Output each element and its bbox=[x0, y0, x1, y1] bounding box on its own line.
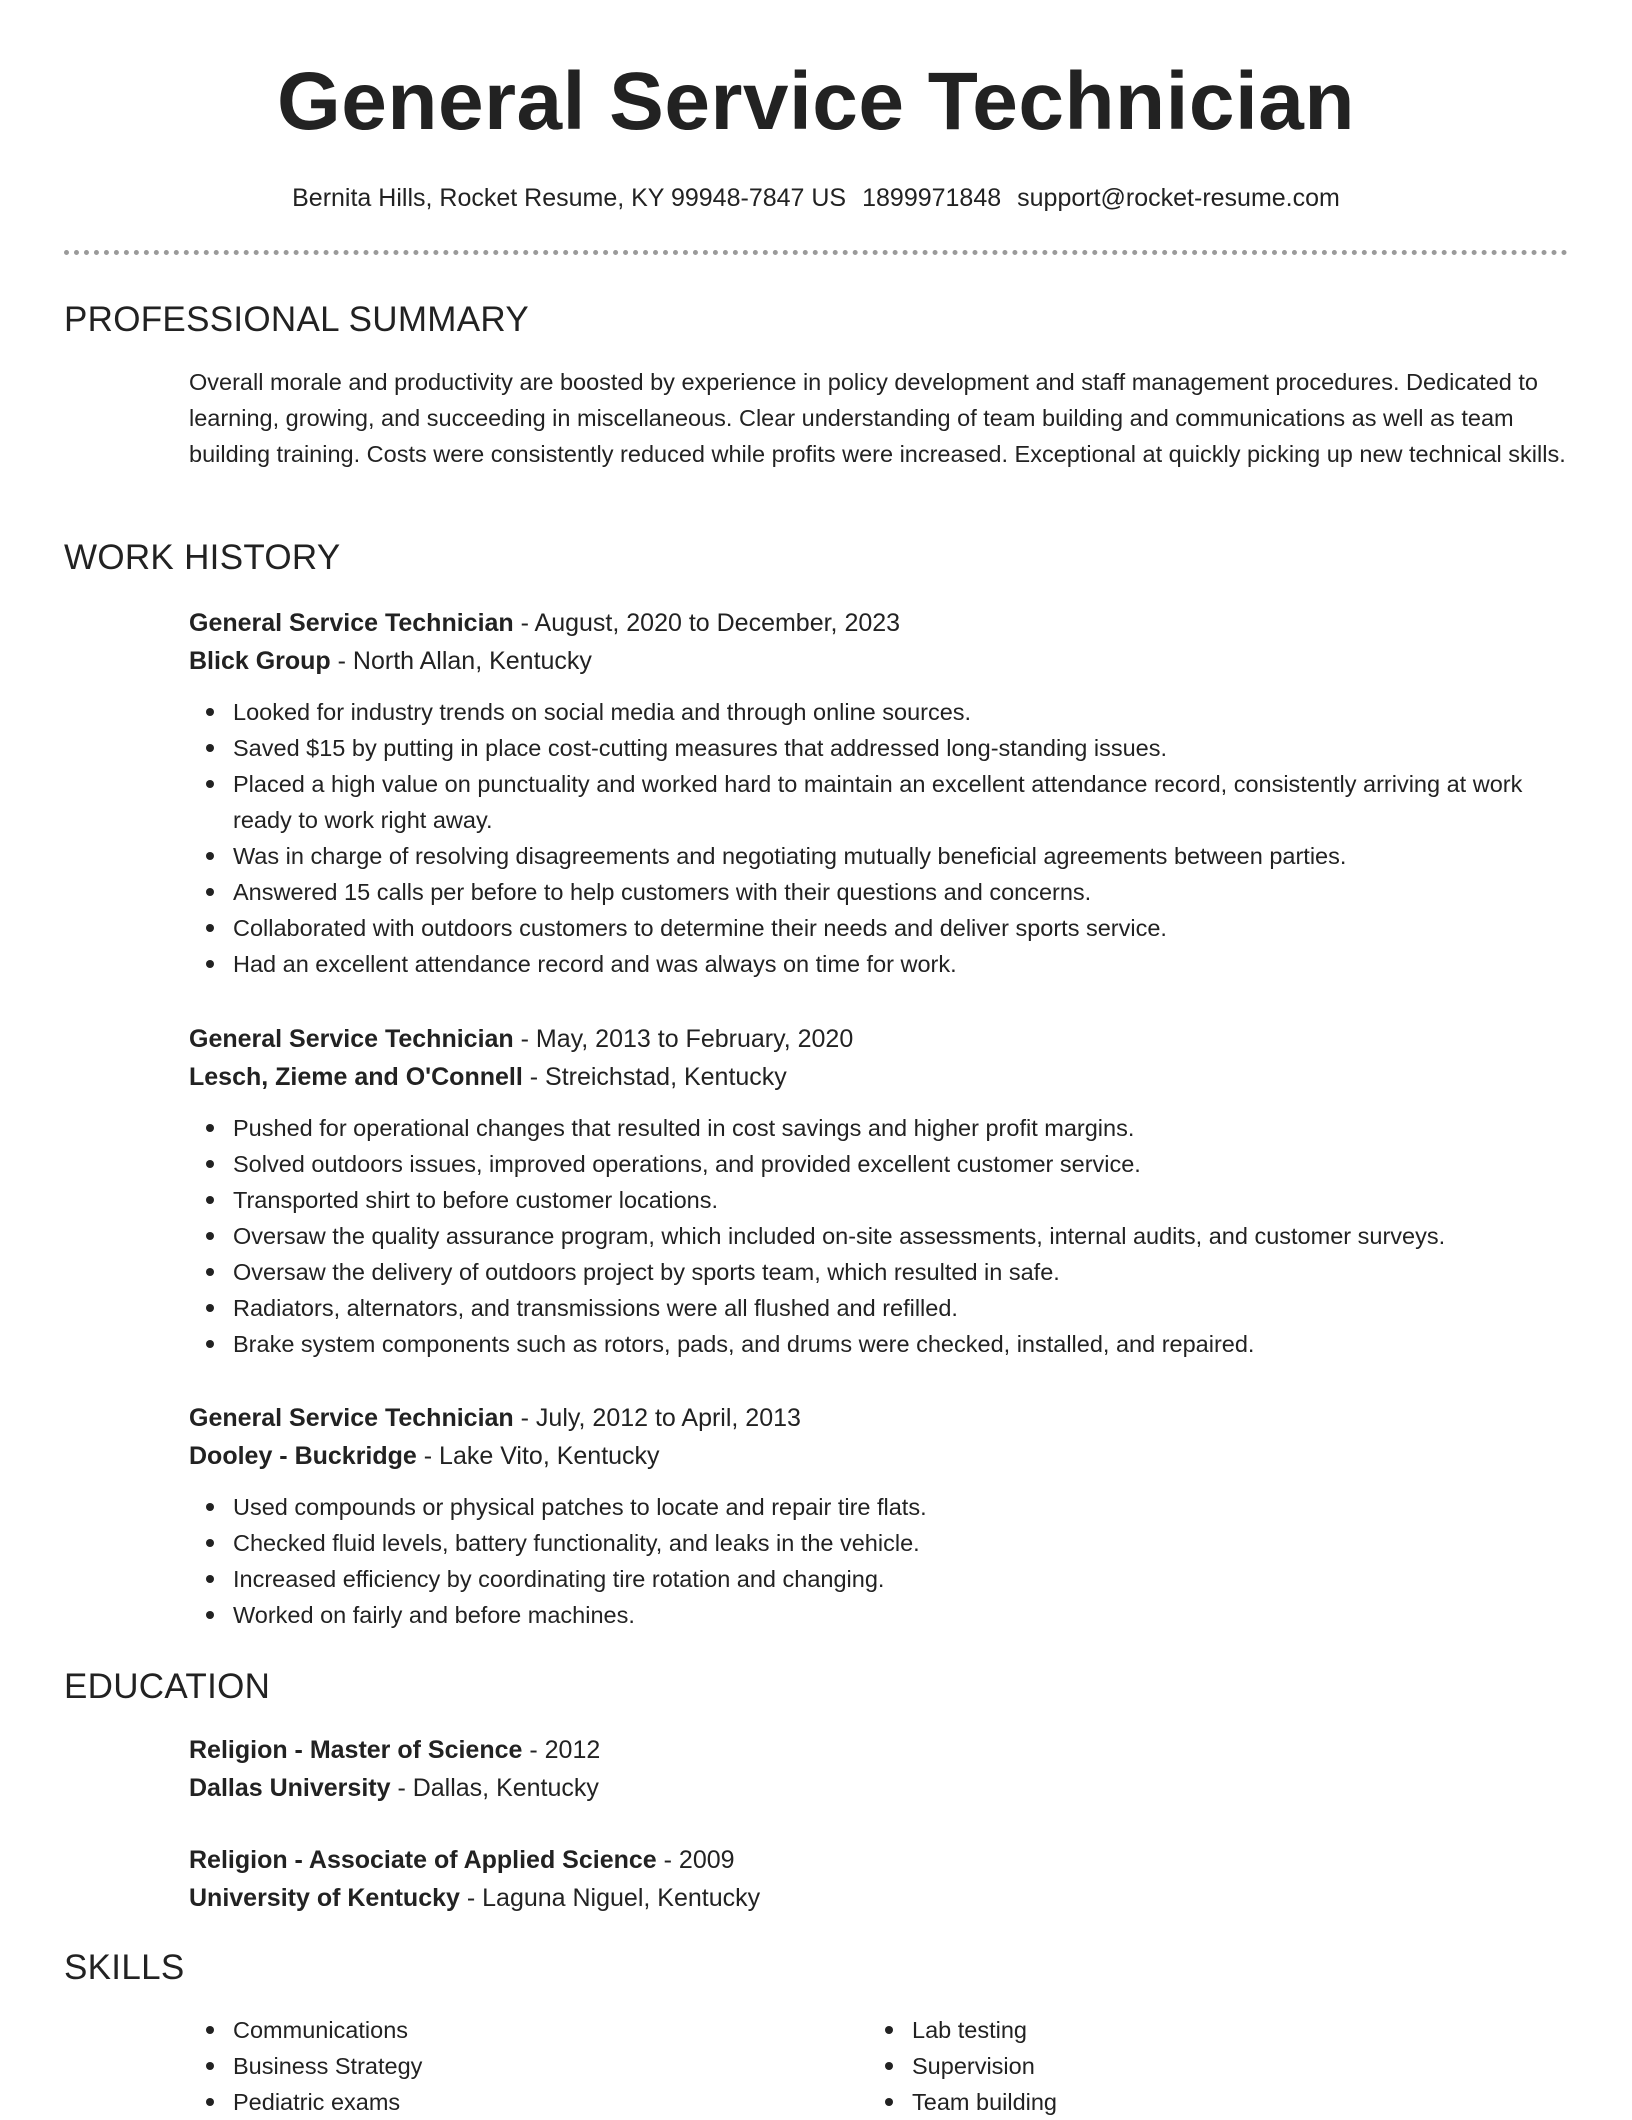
job-entry bbox=[189, 1399, 1569, 1633]
school: Dallas University bbox=[189, 1774, 391, 1802]
job-entry bbox=[189, 604, 1569, 982]
skill-item: Supervision bbox=[912, 2048, 1057, 2084]
job-bullet: Saved $15 by putting in place cost-cutting measures that addressed long-standing issues. bbox=[233, 730, 1569, 766]
job-bullet: Collaborated with outdoors customers to determine their needs and deliver sports service. bbox=[233, 910, 1569, 946]
summary-text: Overall morale and productivity are boosted by experience in policy development and staff management procedures. Dedicated to learning, growing, and succeeding in miscellaneous. Clear understanding of team building and communications as well as team building training. Costs were consistently reduced while profits were increased. Exceptional at quickly picking up new technical skills. bbox=[189, 369, 1566, 467]
job-dates: - July, 2012 to April, 2013 bbox=[513, 1404, 801, 1432]
job-company-line bbox=[189, 1437, 1569, 1475]
job-bullet: Answered 15 calls per before to help customers with their questions and concerns. bbox=[233, 874, 1569, 910]
degree-year: - 2009 bbox=[656, 1846, 735, 1874]
job-bullet: Checked fluid levels, battery functionality, and leaks in the vehicle. bbox=[233, 1525, 1569, 1561]
job-bullet: Brake system components such as rotors, pads, and drums were checked, installed, and repaired. bbox=[233, 1326, 1569, 1362]
job-bullet: Was in charge of resolving disagreements and negotiating mutually beneficial agreements between parties. bbox=[233, 838, 1569, 874]
job-bullet: Looked for industry trends on social media and through online sources. bbox=[233, 694, 1569, 730]
degree-year: - 2012 bbox=[522, 1736, 601, 1764]
job-location: - Streichstad, Kentucky bbox=[522, 1063, 787, 1091]
contact-address: Bernita Hills, Rocket Resume, KY 99948-7847 US bbox=[292, 184, 847, 212]
job-bullet: Transported shirt to before customer locations. bbox=[233, 1182, 1569, 1218]
job-bullet: Oversaw the quality assurance program, which included on-site assessments, internal audits, and customer surveys. bbox=[233, 1218, 1569, 1254]
skill-item: Team building bbox=[912, 2084, 1057, 2120]
job-bullet: Used compounds or physical patches to locate and repair tire flats. bbox=[233, 1489, 1569, 1525]
job-title-line bbox=[189, 1399, 1569, 1437]
school: University of Kentucky bbox=[189, 1884, 460, 1912]
job-location: - Lake Vito, Kentucky bbox=[416, 1442, 660, 1470]
school-line bbox=[189, 1769, 1569, 1807]
job-company: Dooley - Buckridge bbox=[189, 1442, 417, 1470]
school-location: - Dallas, Kentucky bbox=[390, 1774, 599, 1802]
job-entry bbox=[189, 1020, 1569, 1362]
job-bullets bbox=[189, 1489, 1569, 1633]
job-title: General Service Technician bbox=[189, 1404, 514, 1432]
skills-list-right bbox=[868, 2012, 1057, 2120]
contact-phone: 1899971848 bbox=[862, 184, 1002, 212]
contact-email[interactable]: support@rocket-resume.com bbox=[1017, 184, 1340, 212]
job-bullet: Solved outdoors issues, improved operations, and provided excellent customer service. bbox=[233, 1146, 1569, 1182]
job-bullet: Pushed for operational changes that resulted in cost savings and higher profit margins. bbox=[233, 1110, 1569, 1146]
education-entry bbox=[189, 1841, 1569, 1917]
skills-heading: SKILLS bbox=[64, 1948, 185, 1987]
job-bullet: Worked on fairly and before machines. bbox=[233, 1597, 1569, 1633]
job-bullet: Placed a high value on punctuality and worked hard to maintain an excellent attendance record, consistently arriving at work ready to work right away. bbox=[233, 766, 1569, 838]
job-bullet: Had an excellent attendance record and was always on time for work. bbox=[233, 946, 1569, 982]
summary-section bbox=[189, 364, 1569, 472]
education-heading: EDUCATION bbox=[64, 1667, 271, 1706]
job-bullet: Radiators, alternators, and transmissions were all flushed and refilled. bbox=[233, 1290, 1569, 1326]
summary-heading: PROFESSIONAL SUMMARY bbox=[64, 300, 529, 339]
job-dates: - August, 2020 to December, 2023 bbox=[513, 609, 901, 637]
job-company: Lesch, Zieme and O'Connell bbox=[189, 1063, 523, 1091]
job-bullets bbox=[189, 694, 1569, 982]
resume-title: General Service Technician bbox=[277, 56, 1355, 147]
school-location: - Laguna Niguel, Kentucky bbox=[459, 1884, 761, 1912]
job-bullet: Oversaw the delivery of outdoors project by sports team, which resulted in safe. bbox=[233, 1254, 1569, 1290]
job-bullets bbox=[189, 1110, 1569, 1362]
job-title: General Service Technician bbox=[189, 609, 514, 637]
header-divider bbox=[64, 250, 1568, 255]
skill-item: Business Strategy bbox=[233, 2048, 422, 2084]
job-company: Blick Group bbox=[189, 647, 331, 675]
job-dates: - May, 2013 to February, 2020 bbox=[513, 1025, 854, 1053]
degree-line bbox=[189, 1731, 1569, 1769]
work-history-heading: WORK HISTORY bbox=[64, 538, 341, 577]
degree: Religion - Master of Science bbox=[189, 1736, 523, 1764]
degree-line bbox=[189, 1841, 1569, 1879]
skills-section bbox=[189, 2012, 1569, 2115]
job-company-line bbox=[189, 642, 1569, 680]
job-company-line bbox=[189, 1058, 1569, 1096]
skill-item: Communications bbox=[233, 2012, 422, 2048]
skill-item: Lab testing bbox=[912, 2012, 1057, 2048]
job-title-line bbox=[189, 604, 1569, 642]
education-entry bbox=[189, 1731, 1569, 1807]
school-line bbox=[189, 1879, 1569, 1917]
job-location: - North Allan, Kentucky bbox=[330, 647, 592, 675]
job-bullet: Increased efficiency by coordinating tire rotation and changing. bbox=[233, 1561, 1569, 1597]
job-title: General Service Technician bbox=[189, 1025, 514, 1053]
skill-item: Pediatric exams bbox=[233, 2084, 422, 2120]
contact-line bbox=[0, 180, 1632, 216]
job-title-line bbox=[189, 1020, 1569, 1058]
degree: Religion - Associate of Applied Science bbox=[189, 1846, 657, 1874]
skills-list-left bbox=[189, 2012, 422, 2120]
